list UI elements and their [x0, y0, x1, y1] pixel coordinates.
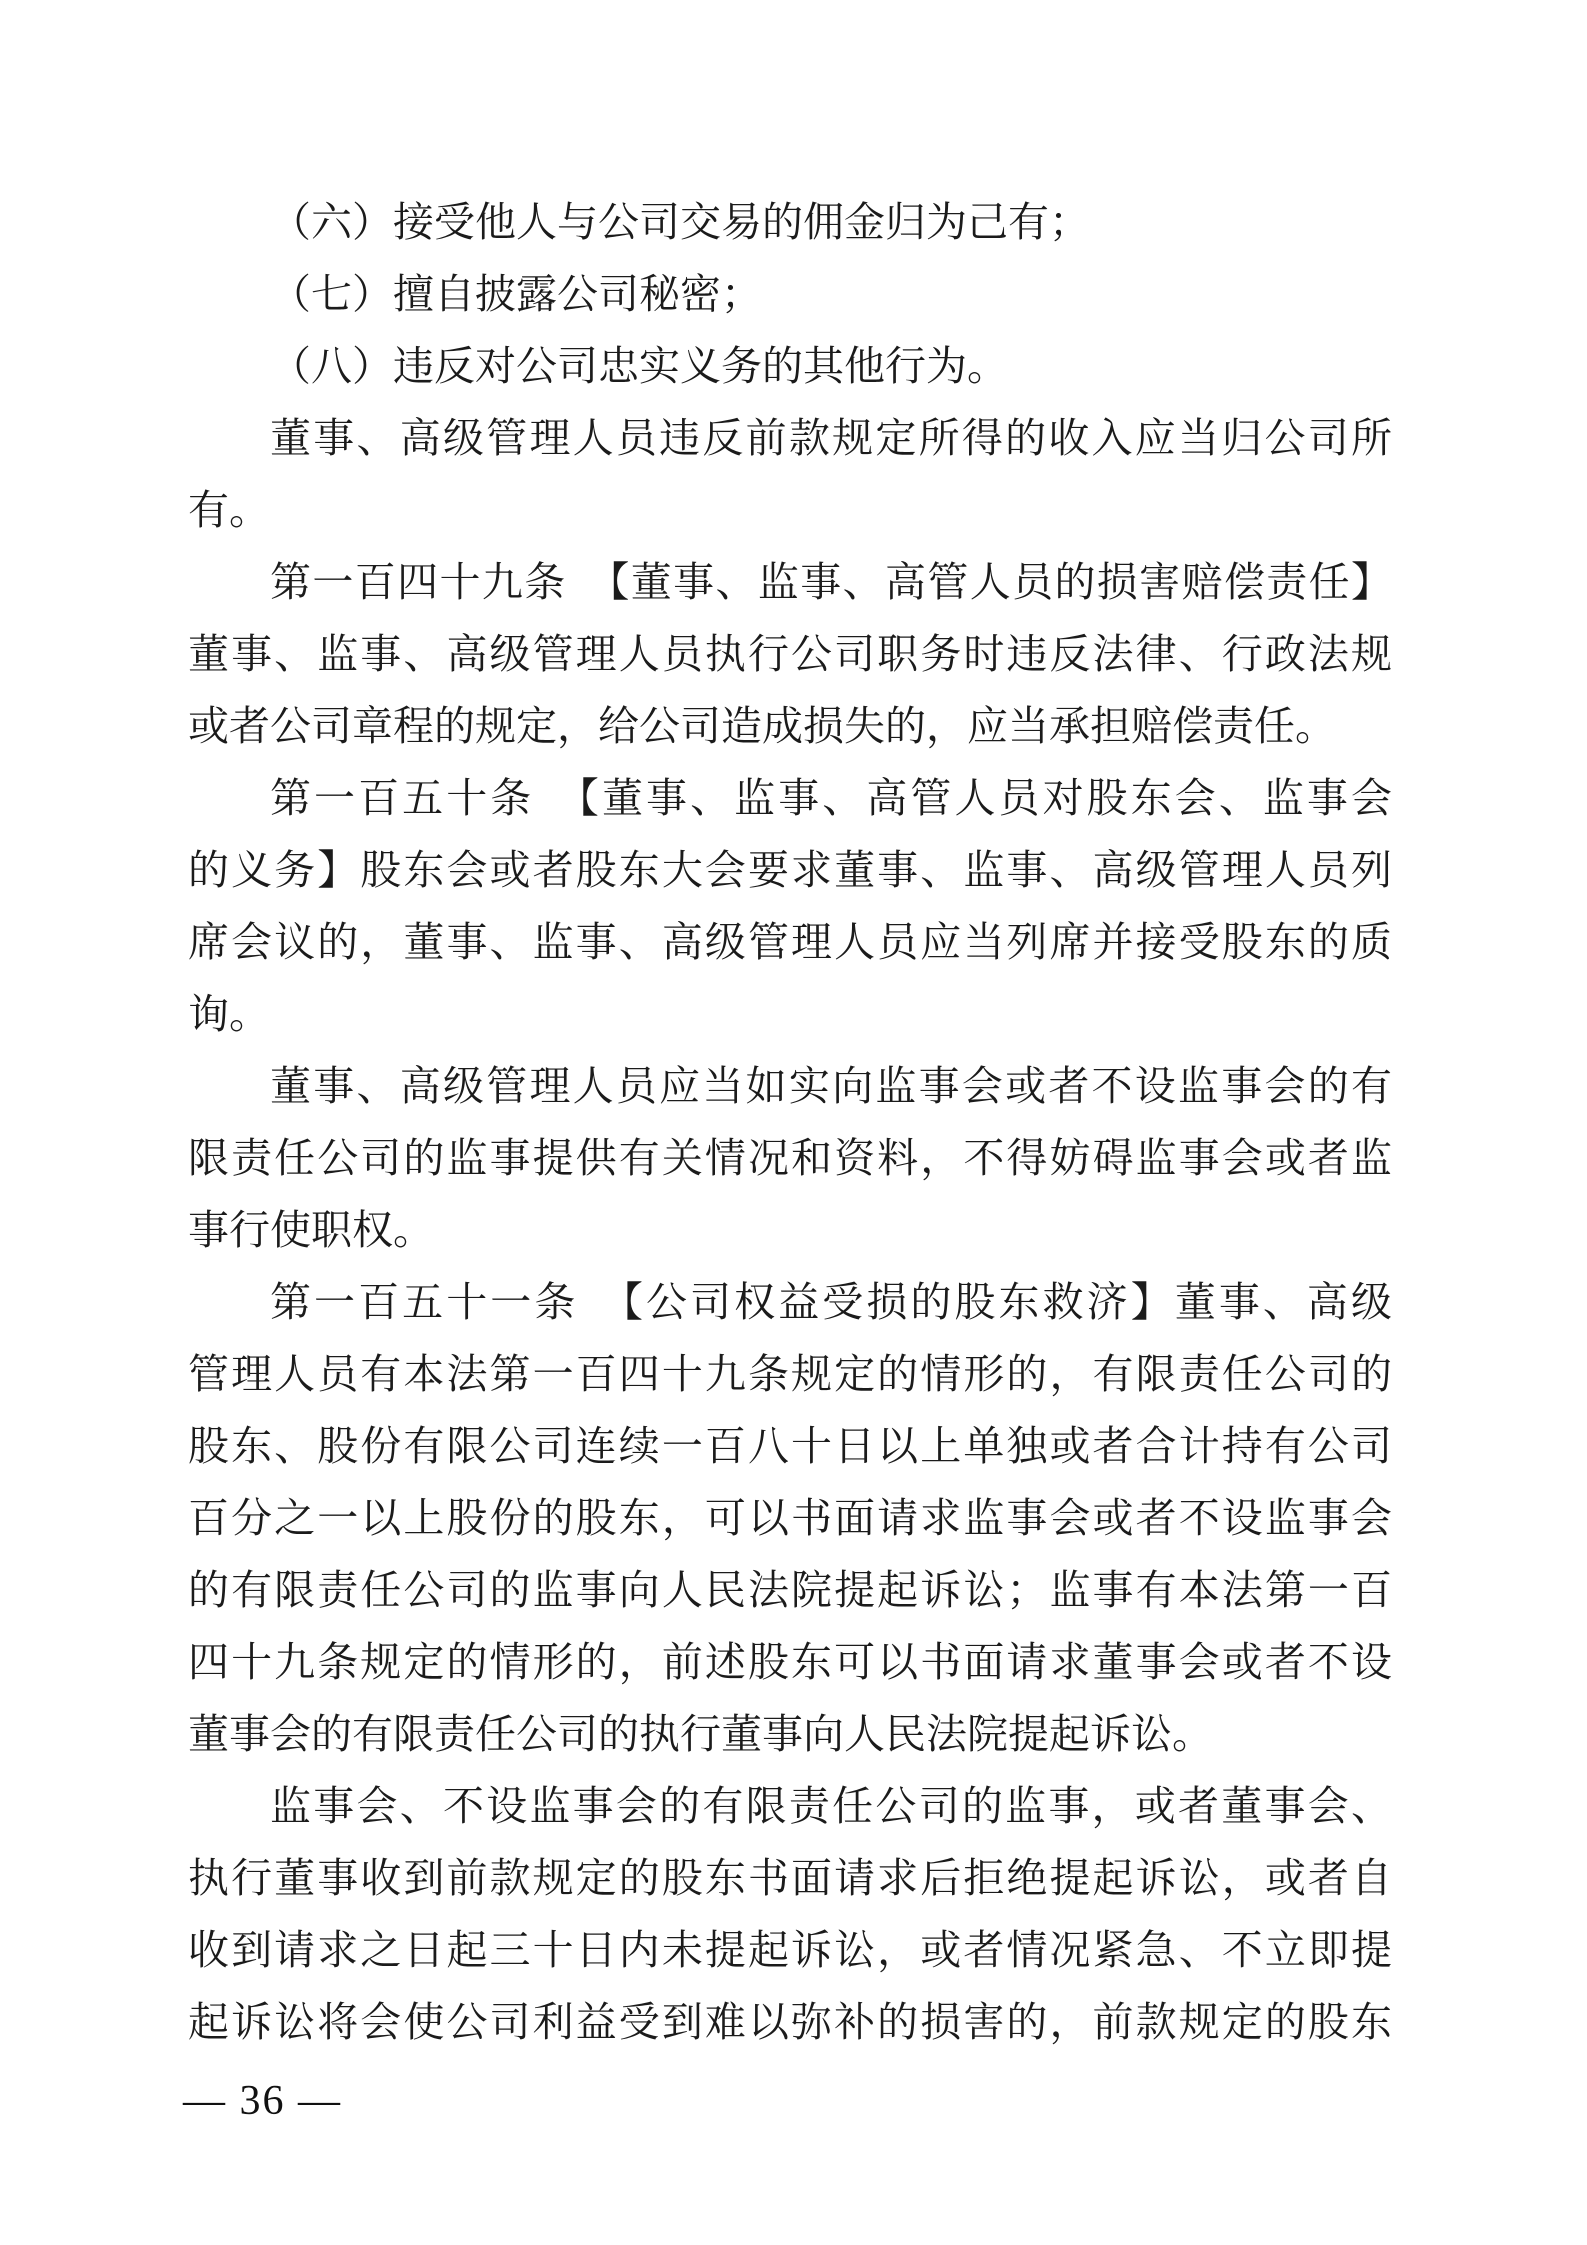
paragraph [188, 1770, 1392, 2058]
text-line: 的义务】股东会或者股东大会要求董事、监事、高级管理人员列 [188, 847, 1392, 893]
text-line: （七）擅自披露公司秘密； [270, 271, 762, 317]
text-line: （八）违反对公司忠实义务的其他行为。 [270, 343, 1008, 389]
text-line: 董事、监事、高级管理人员执行公司职务时违反法律、行政法规 [188, 631, 1392, 677]
text-line: 董事、高级管理人员应当如实向监事会或者不设监事会的有 [270, 1063, 1392, 1109]
text-line: 董事、高级管理人员违反前款规定所得的收入应当归公司所 [270, 415, 1392, 461]
text-line: 四十九条规定的情形的，前述股东可以书面请求董事会或者不设 [188, 1639, 1392, 1685]
text-line: 限责任公司的监事提供有关情况和资料，不得妨碍监事会或者监 [188, 1135, 1392, 1181]
text-line: （六）接受他人与公司交易的佣金归为己有； [270, 199, 1090, 245]
text-line: 监事会、不设监事会的有限责任公司的监事，或者董事会、 [270, 1783, 1392, 1829]
text-line: 执行董事收到前款规定的股东书面请求后拒绝提起诉讼，或者自 [188, 1855, 1392, 1901]
text-line: 或者公司章程的规定，给公司造成损失的，应当承担赔偿责任。 [188, 703, 1336, 749]
text-line: 第一百四十九条 【董事、监事、高管人员的损害赔偿责任】 [270, 559, 1392, 605]
paragraph [188, 402, 1392, 546]
document-body [188, 186, 1392, 2058]
text-line: 股东、股份有限公司连续一百八十日以上单独或者合计持有公司 [188, 1423, 1392, 1469]
text-line: 询。 [188, 991, 270, 1037]
paragraph [188, 1266, 1392, 1770]
text-line: 起诉讼将会使公司利益受到难以弥补的损害的，前款规定的股东 [188, 1999, 1392, 2045]
text-line: 事行使职权。 [188, 1207, 434, 1253]
page-number: — 36 — [183, 2078, 342, 2124]
text-line: 席会议的，董事、监事、高级管理人员应当列席并接受股东的质 [188, 919, 1392, 965]
paragraph [188, 186, 1392, 258]
text-line: 董事会的有限责任公司的执行董事向人民法院提起诉讼。 [188, 1711, 1213, 1757]
text-line: 有。 [188, 487, 270, 533]
text-line: 管理人员有本法第一百四十九条规定的情形的，有限责任公司的 [188, 1351, 1392, 1397]
paragraph [188, 762, 1392, 1050]
paragraph [188, 258, 1392, 330]
text-line: 收到请求之日起三十日内未提起诉讼，或者情况紧急、不立即提 [188, 1927, 1392, 1973]
paragraph [188, 330, 1392, 402]
paragraph [188, 546, 1392, 762]
text-line: 百分之一以上股份的股东，可以书面请求监事会或者不设监事会 [188, 1495, 1392, 1541]
text-line: 的有限责任公司的监事向人民法院提起诉讼；监事有本法第一百 [188, 1567, 1392, 1613]
text-line: 第一百五十一条 【公司权益受损的股东救济】董事、高级 [270, 1279, 1392, 1325]
text-line: 第一百五十条 【董事、监事、高管人员对股东会、监事会 [270, 775, 1392, 821]
paragraph [188, 1050, 1392, 1266]
